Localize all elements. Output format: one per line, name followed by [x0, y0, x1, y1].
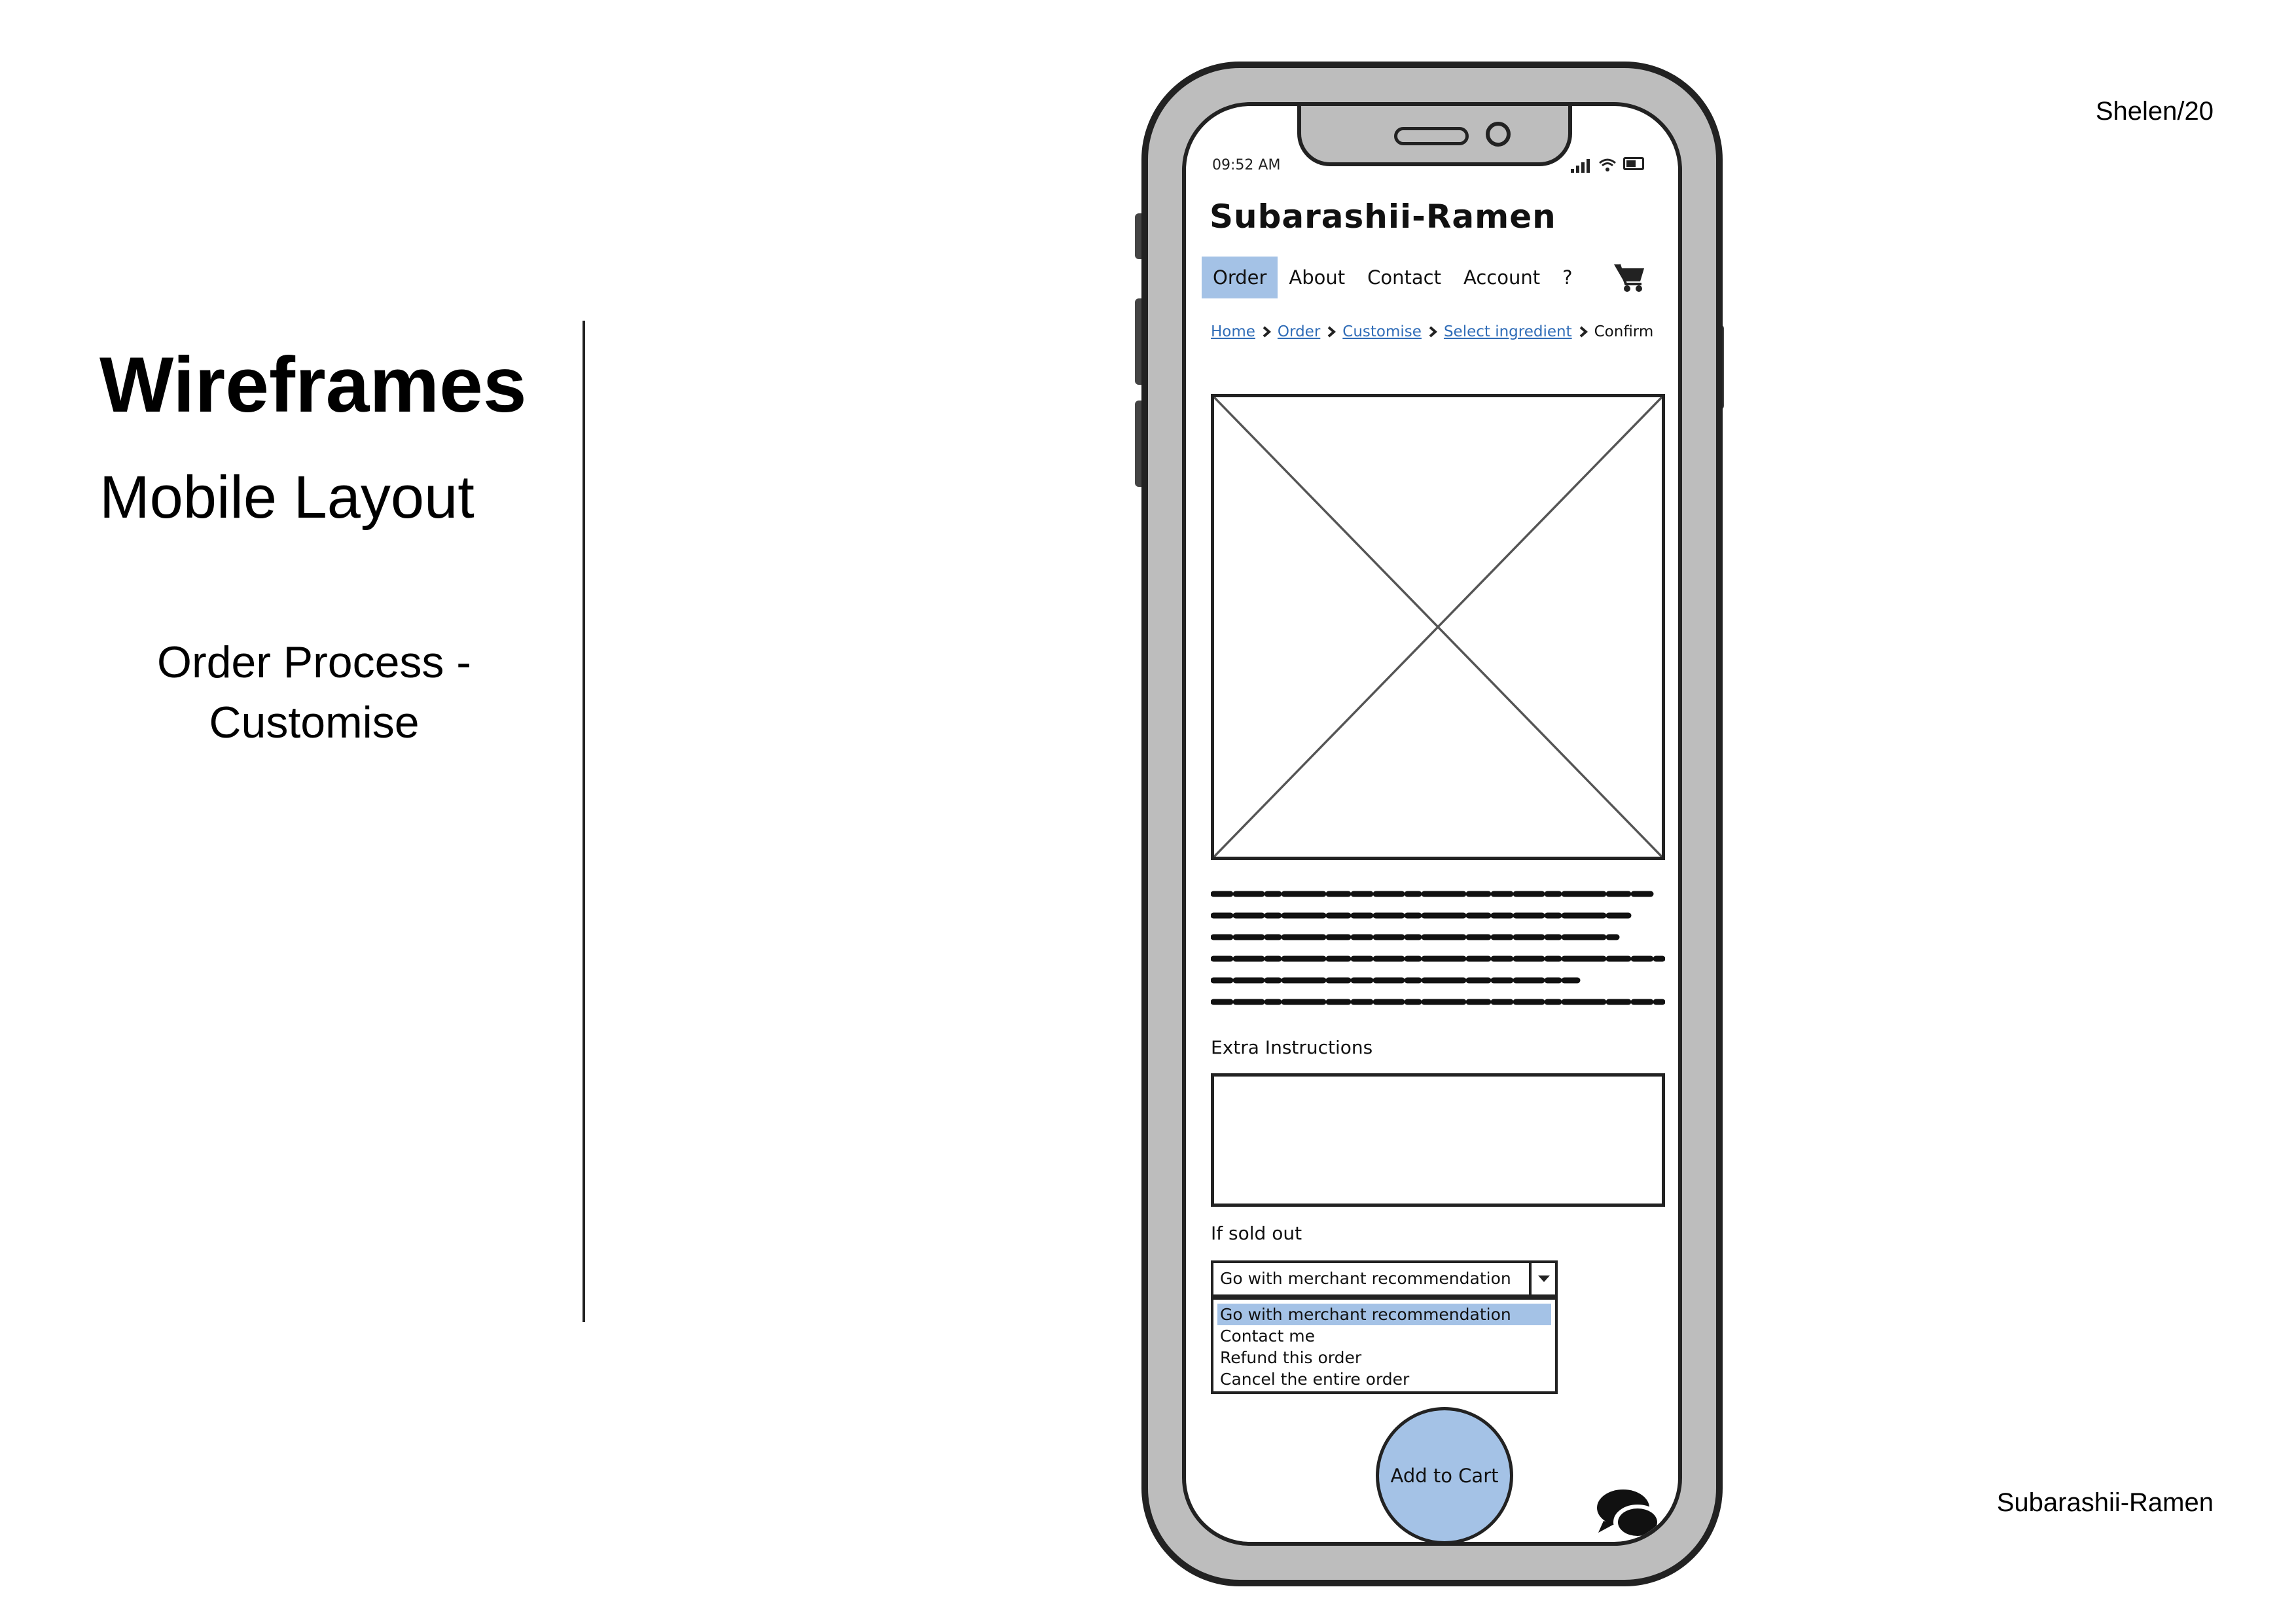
slide-section-title [124, 632, 504, 753]
status-icons [1571, 154, 1644, 173]
breadcrumb [1211, 323, 1653, 340]
app-title: Subarashii-Ramen [1210, 198, 1556, 236]
nav-item-order[interactable]: Order [1202, 257, 1278, 298]
chat-icon[interactable] [1594, 1487, 1662, 1544]
slide-title: Wireframes [99, 341, 527, 429]
slide-subtitle: Mobile Layout [99, 464, 475, 531]
slide-section-line: Order Process - [157, 637, 471, 687]
phone-screen [1182, 102, 1682, 1546]
nav-item-account[interactable]: Account [1463, 266, 1541, 289]
phone-frame [1141, 62, 1723, 1586]
image-placeholder [1211, 394, 1665, 860]
breadcrumb-link-home[interactable]: Home [1211, 323, 1255, 340]
sold-out-label: If sold out [1211, 1222, 1302, 1244]
sold-out-dropdown-list [1211, 1297, 1558, 1394]
dropdown-option[interactable]: Go with merchant recommendation [1217, 1304, 1551, 1325]
chevron-right-icon [1428, 326, 1437, 338]
breadcrumb-link-select-ingredient[interactable]: Select ingredient [1443, 323, 1572, 340]
dropdown-option[interactable]: Contact me [1220, 1327, 1315, 1346]
placeholder-text-block [1211, 885, 1665, 1016]
breadcrumb-link-customise[interactable]: Customise [1342, 323, 1422, 340]
nav-item-contact[interactable]: Contact [1367, 266, 1441, 289]
status-time: 09:52 AM [1212, 157, 1281, 173]
speaker-icon [1394, 127, 1469, 145]
chevron-right-icon [1262, 326, 1271, 338]
dropdown-option[interactable]: Refund this order [1220, 1348, 1362, 1367]
cart-icon[interactable] [1613, 262, 1647, 293]
breadcrumb-current-confirm: Confirm [1594, 323, 1654, 340]
sold-out-selected-value: Go with merchant recommendation [1220, 1269, 1511, 1288]
battery-icon [1623, 157, 1644, 170]
signal-icon [1571, 159, 1592, 173]
dropdown-option[interactable]: Cancel the entire order [1220, 1370, 1410, 1389]
nav-item-about[interactable]: About [1289, 266, 1346, 289]
slide-code: Shelen/20 [2095, 97, 2214, 126]
breadcrumb-link-order[interactable]: Order [1277, 323, 1321, 340]
slide-brand-footer: Subarashii-Ramen [1996, 1488, 2214, 1517]
add-to-cart-button[interactable]: Add to Cart [1376, 1407, 1513, 1544]
chevron-down-icon[interactable] [1529, 1263, 1555, 1294]
wifi-icon [1598, 157, 1617, 173]
chevron-right-icon [1327, 326, 1336, 338]
slide-section-line: Customise [209, 698, 420, 747]
camera-icon [1486, 122, 1511, 147]
sold-out-select[interactable] [1211, 1260, 1558, 1297]
chevron-right-icon [1579, 326, 1588, 338]
image-placeholder-icon [1214, 397, 1662, 857]
extra-instructions-label: Extra Instructions [1211, 1037, 1373, 1058]
slide-divider [583, 321, 585, 1322]
extra-instructions-textarea[interactable] [1211, 1073, 1665, 1207]
main-nav [1202, 257, 1584, 298]
nav-item-help[interactable]: ? [1562, 266, 1573, 289]
phone-notch [1297, 102, 1572, 166]
